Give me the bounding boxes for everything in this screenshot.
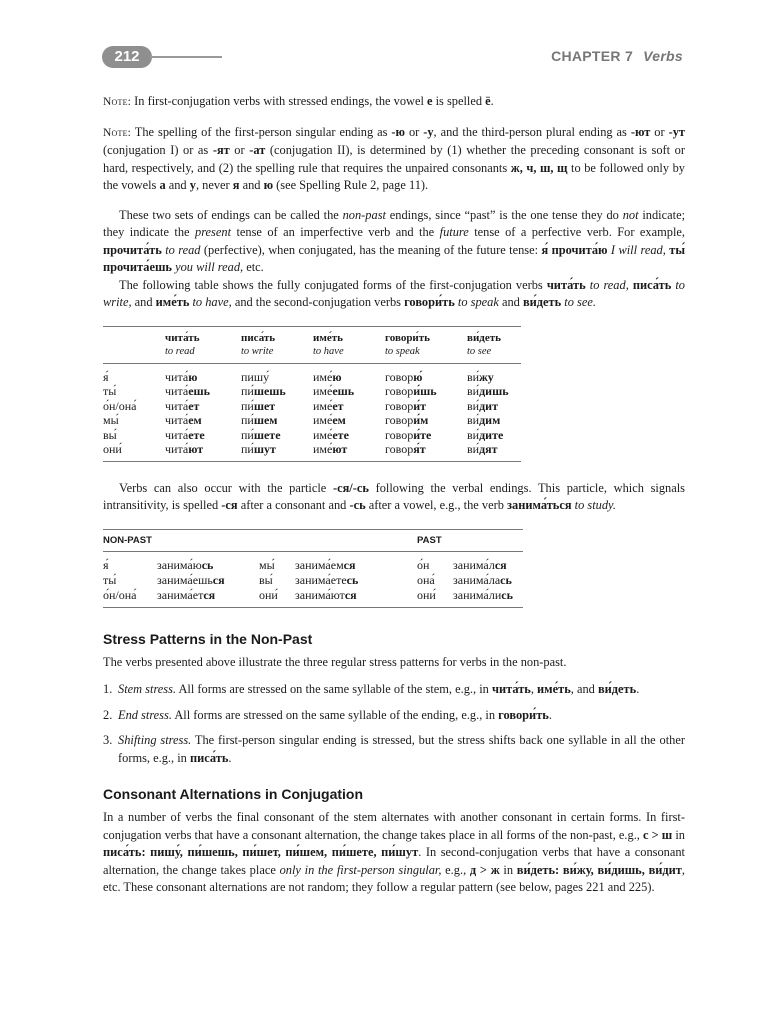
chapter-label: CHAPTER 7 — [551, 48, 634, 64]
table-row: мы́ чита́ем пи́шем име́ем говори́м ви́дим — [103, 413, 501, 427]
conjugation-table — [103, 326, 521, 462]
table-row: ты́ занима́ешься вы́ занима́етесь она́ занима́лась — [103, 572, 512, 587]
table-row: ты́ чита́ешь пи́шешь име́ешь говори́шь ви́дишь — [103, 384, 509, 398]
reflexive-table — [103, 529, 523, 608]
chapter-name: Verbs — [643, 48, 683, 64]
table-row: я́ занима́юсь мы́ занима́емся о́н занима́лся — [103, 557, 507, 572]
table-header-verbs: чита́ть писа́ть име́ть говори́ть ви́деть — [103, 326, 521, 345]
reflexive-table-header: NON-PAST PAST — [103, 529, 523, 551]
running-header — [551, 48, 683, 66]
paragraph-non-past: These two sets of endings can be called the non-past endings, since “past” is the one tense they do not indicate; they indicate the present tense of an imperfective verb and the future tense of a perfective verb. For example, прочита́ть to read (perfective), when conjugated, has the meaning of the future tense: я́ прочита́ю I will read, ты́ прочита́ешь you will read, etc. — [103, 207, 686, 274]
table-header-glosses: to read to write to have to speak to see — [103, 345, 521, 363]
header-rule — [150, 56, 222, 58]
section-heading-alternations: Consonant Alternations in Conjugation — [103, 786, 364, 802]
list-item: 1. Stem stress. All forms are stressed on the same syllable of the stem, e.g., in чита́ть, име́ть, and ви́деть. — [103, 682, 640, 696]
table-row: я́ чита́ю пишу́ име́ю говорю́ ви́жу — [103, 369, 494, 384]
table-row: о́н/она́ занима́ется они́ занима́ются они́ занима́лись — [103, 588, 523, 608]
stress-intro: The verbs presented above illustrate the three regular stress patterns for verbs in the non-past. — [103, 654, 567, 669]
list-item: 3. Shifting stress. The first-person singular ending is stressed, but the stress shifts back one syllable in all the other forms, e.g., in писа́ть. — [103, 733, 685, 765]
note-1: Note: In first-conjugation verbs with stressed endings, the vowel е is spelled ё. — [103, 94, 494, 108]
page-number-badge: 212 — [102, 46, 152, 68]
alternations-paragraph: In a number of verbs the final consonant of the stem alternates with another consonant in certain forms. In first-conjugation verbs that have a consonant alternation, the change takes place in all forms of the non-past, e.g., с > ш in писа́ть: пишу́, пи́шешь, пи́шет, пи́шем, пи́шете, пи́шут. In second-conjugation verbs that have a consonant alternation, the change takes place only in the first-person singular, e.g., д > ж in ви́деть: ви́жу, ви́дишь, ви́дит, etc. These consonant alternations are not random; they follow a regular pattern (see below, pages 221 and 225). — [103, 810, 685, 894]
paragraph-table-intro: The following table shows the fully conjugated forms of the first-conjugation verbs чита́ть to read, писа́ть to write, and име́ть to have, and the second-conjugation verbs говори́ть to speak and ви́деть to see. — [103, 277, 685, 309]
paragraph-reflexive: Verbs can also occur with the particle -ся/-сь following the verbal endings. This particle, which signals intransitivity, is spelled -ся after a consonant and -сь after a vowel, e.g., the verb занима́ться to study. — [103, 480, 686, 512]
table-row: вы́ чита́ете пи́шете име́ете говори́те ви́дите — [103, 427, 504, 442]
section-heading-stress: Stress Patterns in the Non-Past — [103, 630, 313, 647]
table-row: они́ чита́ют пи́шут име́ют говоря́т ви́дят — [103, 442, 521, 461]
list-item: 2. End stress. All forms are stressed on the same syllable of the ending, e.g., in говори́ть. — [103, 707, 552, 722]
page-body — [103, 93, 685, 897]
table-row: о́н/она́ чита́ет пи́шет име́ет говори́т ви́дит — [103, 398, 498, 413]
stress-list — [103, 681, 685, 767]
note-2: Note: The spelling of the first-person singular ending as -ю or -у, and the third-person plural ending as -ют or -ут (conjugation I) or as -ят or -ат (conjugation II), is determined by (1) whether the preceding consonant is soft or hard, respectively, and (2) the spelling rule that requires the unpaired consonants ж, ч, ш, щ to be followed only by the vowels а and у, never я and ю (see Spelling Rule 2, page 11). — [103, 124, 685, 192]
